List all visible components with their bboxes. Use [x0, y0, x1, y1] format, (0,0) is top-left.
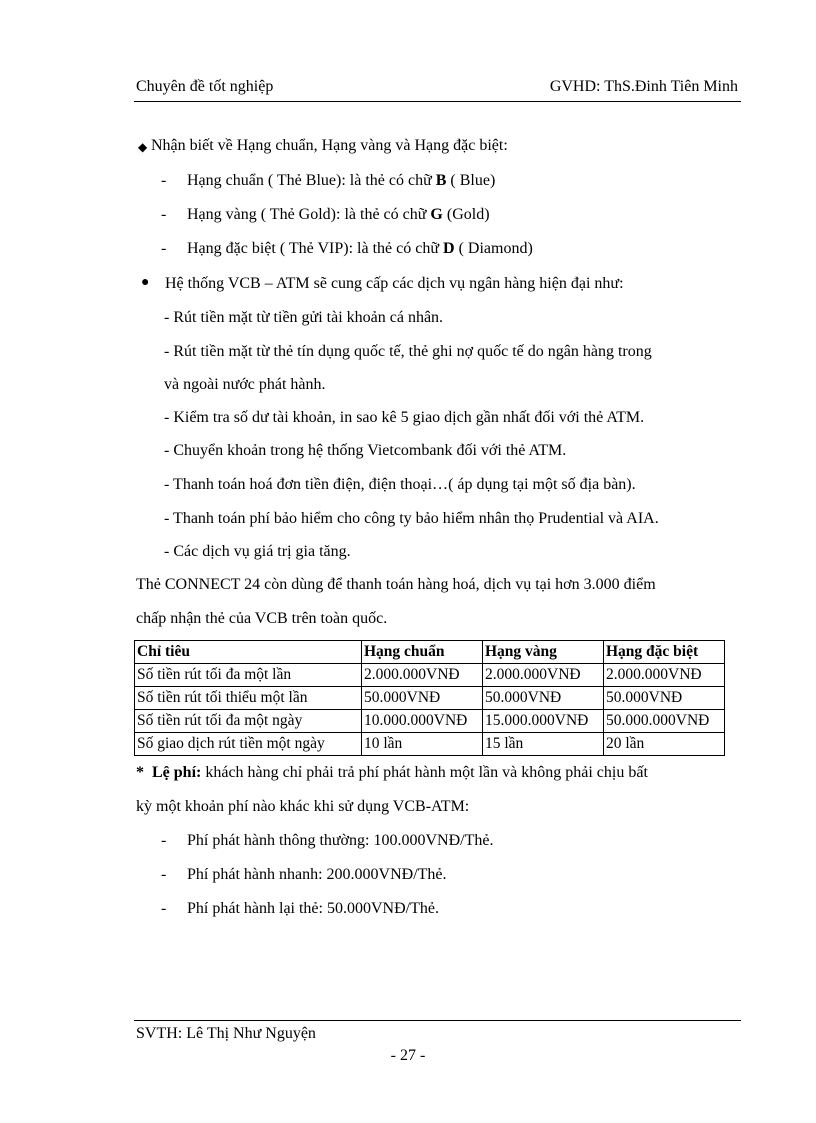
table-header-cell: Hạng vàng	[483, 641, 604, 664]
service-item: - Kiểm tra số dư tài khoản, in sao kê 5 giao dịch gần nhất đối với thẻ ATM.	[164, 409, 645, 426]
fee-item: Phí phát hành thông thường: 100.000VNĐ/Thẻ.	[187, 832, 494, 849]
page-number: - 27 -	[390, 1047, 426, 1064]
service-item: - Các dịch vụ giá trị gia tăng.	[164, 543, 351, 560]
diamond-bullet-icon: ◆	[138, 140, 148, 154]
table-row	[135, 733, 725, 756]
table-row	[135, 687, 725, 710]
connect24-paragraph-line1: Thẻ CONNECT 24 còn dùng để thanh toán hàng hoá, dịch vụ tại hơn 3.000 điểm	[136, 576, 656, 593]
table-cell: 2.000.000VNĐ	[604, 664, 725, 687]
table-cell: 50.000VNĐ	[604, 687, 725, 710]
table-cell: 20 lần	[604, 733, 725, 756]
round-bullet-icon: ●	[141, 275, 150, 290]
rank-item-gold: Hạng vàng ( Thẻ Gold): là thẻ có chữ G (Gold)	[187, 206, 490, 223]
table-cell: 15.000.000VNĐ	[483, 710, 604, 733]
table-header-cell: Hạng đặc biệt	[604, 641, 725, 664]
table-cell: Số tiền rút tối đa một lần	[135, 664, 362, 687]
fee-line1: * Lệ phí: khách hàng chỉ phải trả phí phát hành một lần và không phải chịu bất	[136, 764, 648, 781]
table-row	[135, 664, 725, 687]
table-cell: 50.000.000VNĐ	[604, 710, 725, 733]
header-right-advisor: GVHD: ThS.Đinh Tiên Minh	[549, 78, 738, 95]
header-divider	[134, 101, 741, 102]
header-left-title: Chuyên đề tốt nghiệp	[136, 78, 274, 95]
dash-bullet: -	[161, 240, 167, 257]
service-item: - Rút tiền mặt từ tiền gửi tài khoản cá nhân.	[164, 309, 444, 326]
dash-bullet: -	[161, 172, 167, 189]
table-cell: 2.000.000VNĐ	[362, 664, 483, 687]
card-limits-table	[134, 640, 725, 756]
table-row	[135, 710, 725, 733]
table-cell: 2.000.000VNĐ	[483, 664, 604, 687]
table-cell: 10.000.000VNĐ	[362, 710, 483, 733]
table-header-cell: Chỉ tiêu	[135, 641, 362, 664]
table-cell: 10 lần	[362, 733, 483, 756]
table-cell: Số giao dịch rút tiền một ngày	[135, 733, 362, 756]
rank-item-diamond: Hạng đặc biệt ( Thẻ VIP): là thẻ có chữ D ( Diamond)	[187, 240, 533, 257]
rank-item-blue: Hạng chuẩn ( Thẻ Blue): là thẻ có chữ B ( Blue)	[187, 172, 496, 189]
service-item: - Thanh toán hoá đơn tiền điện, điện thoại…( áp dụng tại một số địa bàn).	[164, 476, 636, 493]
footer-student: SVTH: Lê Thị Như Nguyện	[136, 1025, 316, 1042]
service-item: - Chuyển khoản trong hệ thống Vietcombank đối với thẻ ATM.	[164, 442, 567, 459]
connect24-paragraph-line2: chấp nhận thẻ của VCB trên toàn quốc.	[136, 610, 388, 627]
table-header-cell: Hạng chuẩn	[362, 641, 483, 664]
dash-bullet: -	[161, 832, 167, 849]
section2-heading: Hệ thống VCB – ATM sẽ cung cấp các dịch vụ ngân hàng hiện đại như:	[165, 275, 624, 292]
table-cell: 15 lần	[483, 733, 604, 756]
table-cell: 50.000VNĐ	[483, 687, 604, 710]
dash-bullet: -	[161, 866, 167, 883]
service-item-continued: và ngoài nước phát hành.	[164, 376, 326, 393]
fee-item: Phí phát hành nhanh: 200.000VNĐ/Thẻ.	[187, 866, 447, 883]
section1-heading: Nhận biết về Hạng chuẩn, Hạng vàng và Hạng đặc biệt:	[151, 137, 508, 154]
dash-bullet: -	[161, 900, 167, 917]
dash-bullet: -	[161, 206, 167, 223]
table-cell: Số tiền rút tối thiểu một lần	[135, 687, 362, 710]
table-header-row	[135, 641, 725, 664]
fee-item: Phí phát hành lại thẻ: 50.000VNĐ/Thẻ.	[187, 900, 439, 917]
service-item: - Rút tiền mặt từ thẻ tín dụng quốc tế, thẻ ghi nợ quốc tế do ngân hàng trong	[164, 343, 652, 360]
table-cell: 50.000VNĐ	[362, 687, 483, 710]
table-cell: Số tiền rút tối đa một ngày	[135, 710, 362, 733]
service-item: - Thanh toán phí bảo hiểm cho công ty bảo hiểm nhân thọ Prudential và AIA.	[164, 510, 659, 527]
footer-divider	[134, 1020, 741, 1021]
fee-line2: kỳ một khoản phí nào khác khi sử dụng VCB-ATM:	[136, 798, 470, 815]
